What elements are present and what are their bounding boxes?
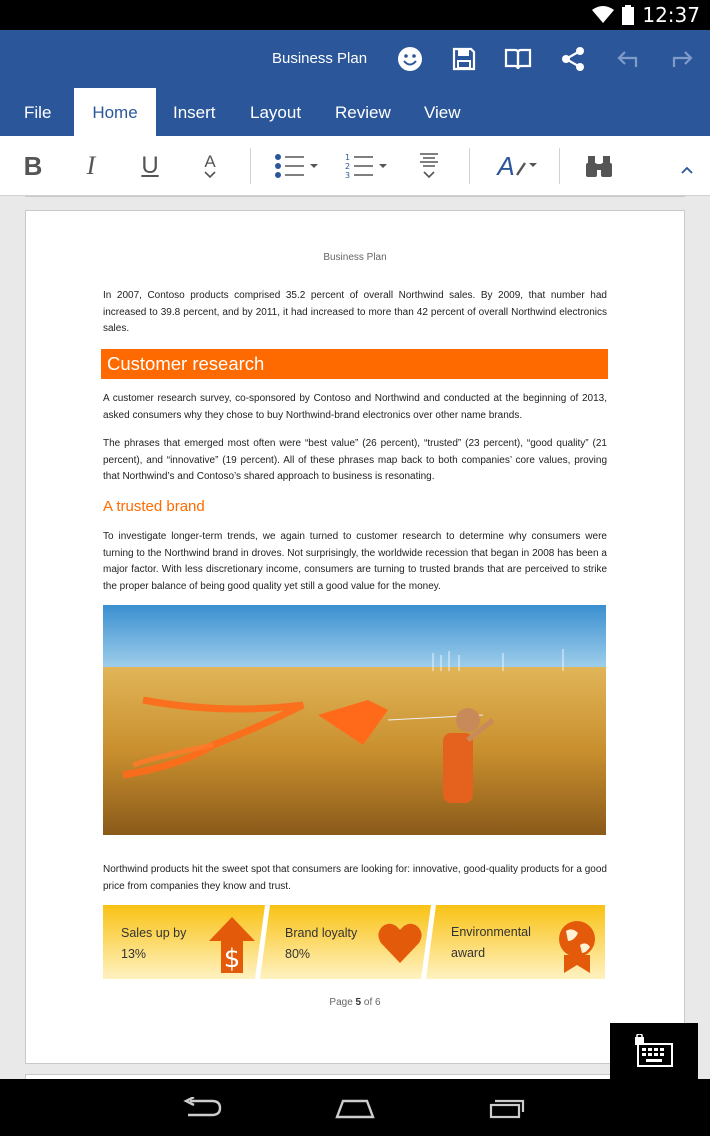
info-environment bbox=[451, 922, 531, 964]
bullet-list-button[interactable] bbox=[272, 146, 322, 186]
info-loyalty-line2: 80% bbox=[285, 947, 311, 961]
text-styles-button[interactable] bbox=[494, 146, 540, 186]
paragraph-sweet-spot[interactable]: Northwind products hit the sweet spot that consumers are looking for: innovative, good-quality products for a good price from companies they know and trust. bbox=[103, 864, 607, 892]
feedback-smiley-icon[interactable] bbox=[394, 43, 426, 75]
page-label: Page bbox=[329, 997, 353, 1008]
toolbar-divider bbox=[559, 148, 560, 184]
font-size-label: A bbox=[204, 152, 216, 171]
tab-insert[interactable]: Insert bbox=[173, 103, 216, 122]
redo-icon[interactable] bbox=[666, 43, 698, 75]
recent-apps-button[interactable] bbox=[482, 1091, 532, 1125]
info-sales-line2: 13% bbox=[121, 947, 147, 961]
paragraph-survey[interactable]: A customer research survey, co-sponsored by Contoso and Northwind and conducted at the beginning of 2013, asked consumers why they chose to buy Northwind-brand electronics over other name brands. bbox=[103, 393, 607, 421]
toolbar-divider bbox=[469, 148, 470, 184]
text-styles-label: A bbox=[497, 150, 515, 181]
page-total: 6 bbox=[375, 997, 381, 1008]
system-nav-bar bbox=[0, 1079, 710, 1136]
tab-file[interactable]: File bbox=[24, 103, 52, 122]
document-canvas[interactable] bbox=[0, 196, 710, 1079]
tab-view[interactable]: View bbox=[424, 103, 461, 122]
svg-text:3: 3 bbox=[345, 171, 351, 180]
find-button[interactable] bbox=[582, 146, 616, 186]
info-environment-line1: Environmental bbox=[451, 925, 531, 939]
document-page[interactable] bbox=[26, 211, 684, 1063]
show-keyboard-button[interactable] bbox=[610, 1023, 698, 1079]
status-bar bbox=[0, 0, 710, 30]
paragraph-alignment-button[interactable] bbox=[414, 146, 444, 186]
dollar-arrow-icon bbox=[207, 915, 257, 975]
recent-apps-icon bbox=[487, 1097, 527, 1119]
tab-home[interactable]: Home bbox=[74, 88, 156, 136]
tab-review[interactable]: Review bbox=[335, 103, 391, 122]
kite-field-photo[interactable] bbox=[103, 605, 606, 835]
info-environment-line2: award bbox=[451, 946, 486, 960]
info-sales-line1: Sales up by bbox=[121, 926, 187, 940]
home-icon bbox=[333, 1097, 377, 1119]
numbered-list-icon bbox=[343, 151, 393, 181]
home-toolbar bbox=[0, 136, 710, 196]
document-title[interactable]: Business Plan bbox=[272, 50, 368, 67]
toolbar-divider bbox=[250, 148, 251, 184]
align-center-icon bbox=[417, 151, 441, 181]
tab-layout[interactable]: Layout bbox=[250, 103, 302, 122]
numbered-list-button[interactable] bbox=[343, 146, 393, 186]
back-icon bbox=[182, 1097, 224, 1119]
bullet-list-icon bbox=[272, 151, 322, 181]
share-icon[interactable] bbox=[557, 43, 589, 75]
paragraph-phrases[interactable]: The phrases that emerged most often were “best value” (26 percent), “trusted” (23 percent), “good quality” (21 percent), and “innovative” (19 percent). All of these phrases map back to both companies’ core values, proving that Northwind’s and Contoso’s shared approach to business is resonating. bbox=[103, 438, 607, 483]
globe-award-icon bbox=[556, 919, 598, 975]
font-size-button[interactable] bbox=[194, 146, 226, 186]
paragraph-trends[interactable]: To investigate longer-term trends, we again turned to customer research to determine why consumers were turning to the Northwind brand in droves. Not surprisingly, the worldwide recession that began in 2008 has been a major factor. With less discretionary income, consumers are turning to trusted brands that are perceived to strike the proper balance of being good quality yet still a good value for the money. bbox=[103, 531, 607, 592]
battery-icon bbox=[622, 5, 634, 25]
page-number bbox=[26, 997, 684, 1008]
chevron-down-icon bbox=[204, 171, 216, 179]
wifi-icon bbox=[592, 6, 614, 24]
home-button[interactable] bbox=[330, 1091, 380, 1125]
heading-customer-research[interactable]: Customer research bbox=[101, 349, 608, 379]
heart-icon bbox=[377, 921, 423, 965]
clock: 12:37 bbox=[642, 3, 700, 27]
svg-text:1: 1 bbox=[345, 153, 351, 162]
svg-text:$: $ bbox=[223, 944, 241, 974]
infographic-bar[interactable] bbox=[103, 905, 605, 979]
binoculars-icon bbox=[585, 154, 613, 178]
heading-trusted-brand[interactable]: A trusted brand bbox=[103, 498, 205, 515]
back-button[interactable] bbox=[178, 1091, 228, 1125]
ribbon-tabs bbox=[0, 88, 710, 136]
page-header: Business Plan bbox=[323, 252, 387, 263]
save-icon[interactable] bbox=[448, 43, 480, 75]
info-sales bbox=[121, 923, 186, 965]
page-current: 5 bbox=[355, 997, 362, 1008]
paintbrush-icon bbox=[515, 153, 537, 179]
title-bar bbox=[0, 30, 710, 88]
read-mode-book-icon[interactable] bbox=[502, 43, 534, 75]
intro-paragraph[interactable]: In 2007, Contoso products comprised 35.2 percent of overall Northwind sales. By 2009, that number had increased to 39.8 percent, and by 2011, it had increased to more than 42 percent of overall Northwind electronics sales. bbox=[103, 290, 607, 335]
undo-icon[interactable] bbox=[612, 43, 644, 75]
underline-button[interactable]: U bbox=[141, 152, 159, 179]
collapse-ribbon-button[interactable] bbox=[676, 158, 698, 182]
italic-button[interactable]: I bbox=[86, 151, 96, 180]
info-loyalty-line1: Brand loyalty bbox=[285, 926, 358, 940]
keyboard-lock-icon bbox=[634, 1034, 674, 1068]
svg-text:2: 2 bbox=[345, 162, 351, 171]
chevron-up-icon bbox=[680, 165, 694, 175]
page-of: of bbox=[363, 997, 373, 1008]
info-loyalty bbox=[285, 923, 357, 965]
bold-button[interactable]: B bbox=[23, 150, 43, 181]
